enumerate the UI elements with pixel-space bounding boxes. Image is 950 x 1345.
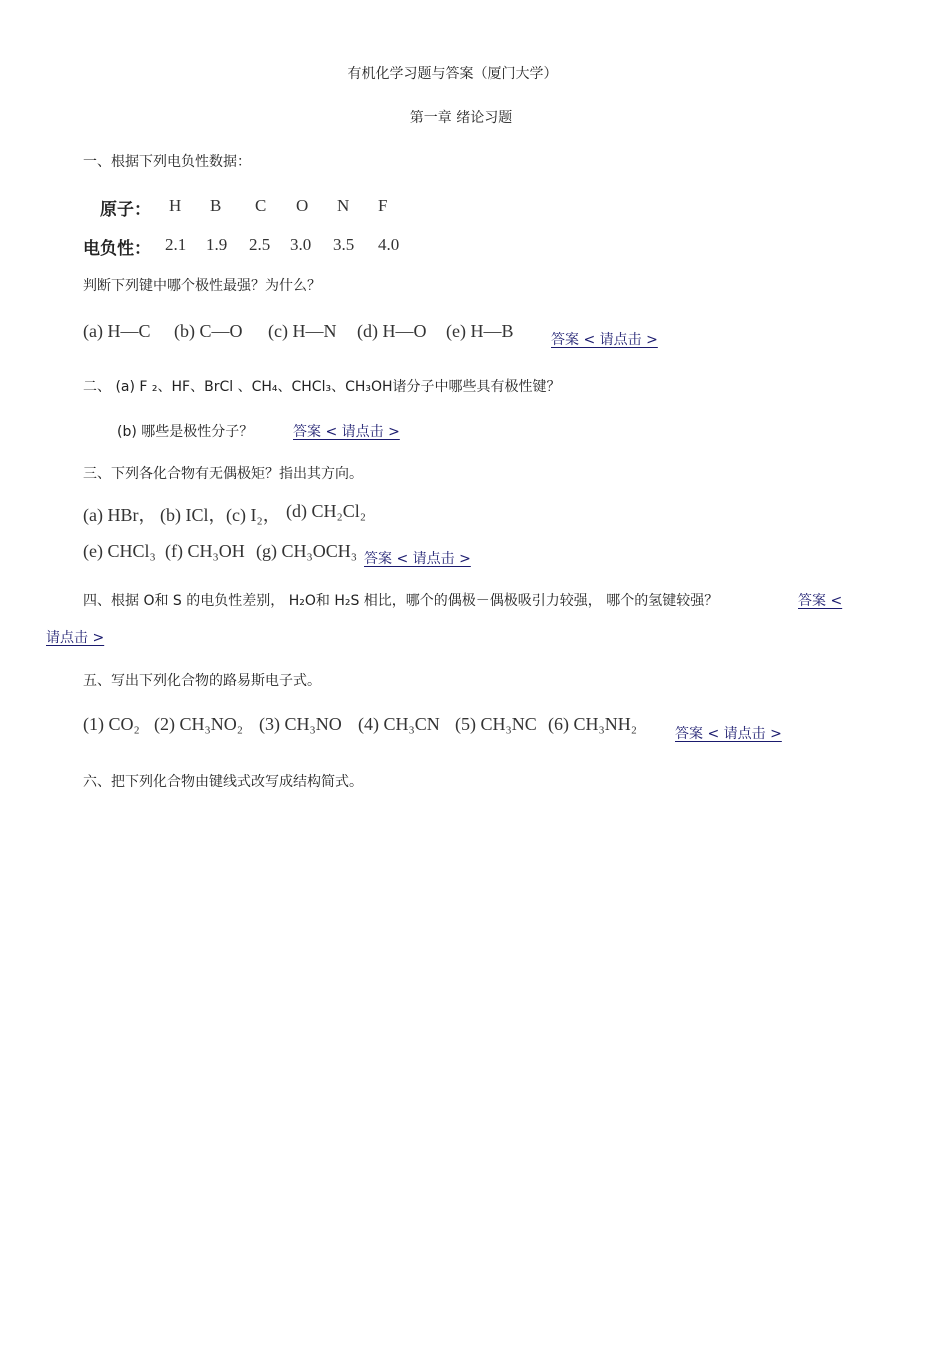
q4-text: 四、根据 O和 S 的电负性差别， H₂O和 H₂S 相比，哪个的偶极－偶极吸引力较强， 哪个的氢键较强？ xyxy=(83,593,719,609)
atom-cell: H xyxy=(169,196,182,215)
q3-heading: 三、下列各化合物有无偶极矩？指出其方向。 xyxy=(83,466,363,482)
q5-heading: 五、写出下列化合物的路易斯电子式。 xyxy=(83,673,321,689)
atom-cell: C xyxy=(255,196,267,215)
atom-cell: F xyxy=(378,196,388,215)
lewis-item-5: (5) CH₃NC xyxy=(455,714,537,734)
compound-d: (d) CH₂Cl₂ xyxy=(286,501,367,521)
lewis-item-4: (4) CH₃CN xyxy=(358,714,440,734)
bond-c: (c) H—N xyxy=(268,321,337,341)
bond-a: (a) H—C xyxy=(83,321,151,341)
bond-e: (e) H—B xyxy=(446,321,514,341)
compound-e: (e) CHCl₃ xyxy=(83,541,156,561)
compound-b: (b) ICl， xyxy=(160,505,227,525)
q3-answer-link[interactable]: 答案 < 请点击 > xyxy=(364,551,471,567)
lewis-item-2: (2) CH₃NO₂ xyxy=(154,714,244,734)
q4-answer-link-part1[interactable]: 答案 < xyxy=(798,593,843,609)
q2-answer-link[interactable]: 答案 < 请点击 > xyxy=(293,424,400,440)
lewis-item-6: (6) CH₃NH₂ xyxy=(548,714,638,734)
compound-a: (a) HBr， xyxy=(83,505,157,525)
value-cell: 2.5 xyxy=(249,235,271,254)
q4-answer-link-part2[interactable]: 请点击 > xyxy=(46,630,105,646)
q1-heading: 一、根据下列电负性数据： xyxy=(83,154,251,170)
bond-b: (b) C—O xyxy=(174,321,243,341)
lewis-item-1: (1) CO₂ xyxy=(83,714,140,734)
atom-cell: O xyxy=(296,196,309,215)
value-cell: 3.5 xyxy=(333,235,355,254)
compound-g: (g) CH₃OCH₃ xyxy=(256,541,358,561)
q1-answer-link[interactable]: 答案 < 请点击 > xyxy=(551,332,658,348)
compound-f: (f) CH₃OH xyxy=(165,541,245,561)
lewis-item-3: (3) CH₃NO xyxy=(259,714,342,734)
q2-line-b: (b) 哪些是极性分子？ xyxy=(117,424,254,440)
compound-c: (c) I₂， xyxy=(226,505,281,525)
electronegativity-label: 电负性： xyxy=(83,239,151,259)
value-cell: 1.9 xyxy=(206,235,228,254)
document-title: 有机化学习题与答案（厦门大学） xyxy=(347,66,558,82)
value-cell: 2.1 xyxy=(165,235,187,254)
q1-question: 判断下列键中哪个极性最强？为什么？ xyxy=(83,278,321,294)
q6-heading: 六、把下列化合物由键线式改写成结构简式。 xyxy=(83,774,363,790)
chapter-title: 第一章 绪论习题 xyxy=(409,110,513,126)
atom-cell: N xyxy=(337,196,350,215)
atom-cell: B xyxy=(210,196,222,215)
value-cell: 4.0 xyxy=(378,235,400,254)
value-cell: 3.0 xyxy=(290,235,312,254)
bond-d: (d) H—O xyxy=(357,321,427,341)
atom-label: 原子： xyxy=(100,200,151,220)
q5-answer-link[interactable]: 答案 < 请点击 > xyxy=(675,726,782,742)
q2-line-a: 二、 (a) F ₂、HF、BrCl 、CH₄、CHCl₃、CH₃OH诸分子中哪些具有极性键？ xyxy=(83,379,561,395)
